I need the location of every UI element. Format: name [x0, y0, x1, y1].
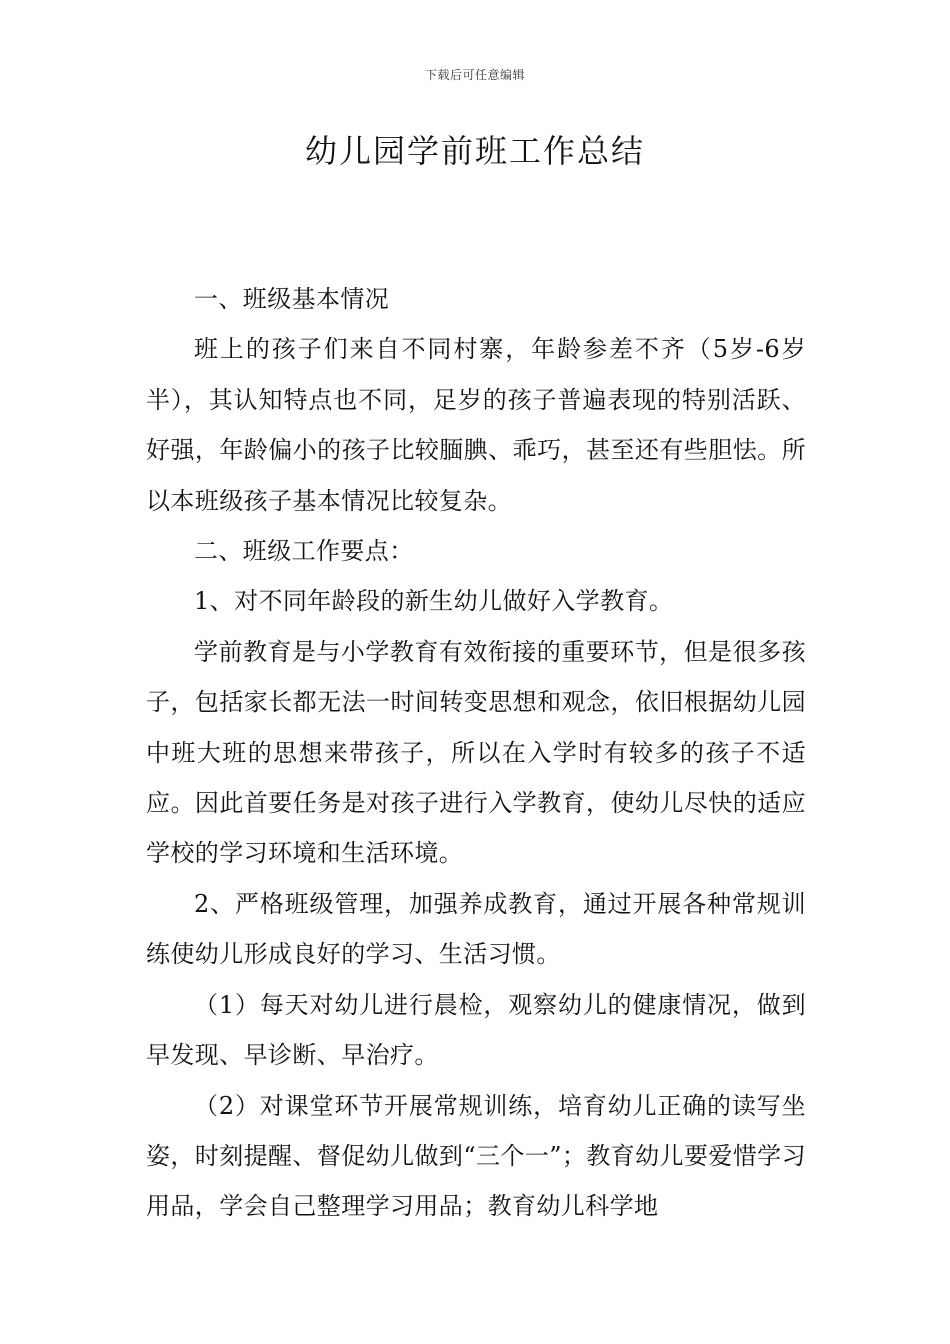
- document-body: [146, 274, 806, 1232]
- body-paragraph: 班上的孩子们来自不同村寨，年龄参差不齐（5岁-6岁半），其认知特点也不同，足岁的孩子普遍表现的特别活跃、好强，年龄偏小的孩子比较腼腆、乖巧，甚至还有些胆怯。所以本班级孩子基本情况比较复杂。: [146, 335, 806, 515]
- document-title: 幼儿园学前班工作总结: [304, 132, 645, 170]
- section-heading-work-points: 二、班级工作要点：: [194, 537, 414, 566]
- section-heading-class-situation: 一、班级基本情况: [194, 285, 390, 313]
- body-paragraph: （2）对课堂环节开展常规训练，培育幼儿正确的读写坐姿，时刻提醒、督促幼儿做到“三个一”；教育幼儿要爱惜学习用品，学会自己整理学习用品；教育幼儿科学地: [146, 1091, 806, 1221]
- body-paragraph: 学前教育是与小学教育有效衔接的重要环节，但是很多孩子，包括家长都无法一时间转变思想和观念，依旧根据幼儿园中班大班的思想来带孩子，所以在入学时有较多的孩子不适应。因此首要任务是对孩子进行入学教育，使幼儿尽快的适应学校的学习环境和生活环境。: [146, 637, 806, 868]
- header-note: 下载后可任意编辑: [424, 68, 525, 82]
- body-paragraph: 1、对不同年龄段的新生幼儿做好入学教育。: [194, 587, 674, 616]
- body-paragraph: （1）每天对幼儿进行晨检，观察幼儿的健康情况，做到早发现、早诊断、早治疗。: [146, 990, 806, 1070]
- body-paragraph: 2、严格班级管理，加强养成教育，通过开展各种常规训练使幼儿形成良好的学习、生活习惯。: [146, 889, 806, 969]
